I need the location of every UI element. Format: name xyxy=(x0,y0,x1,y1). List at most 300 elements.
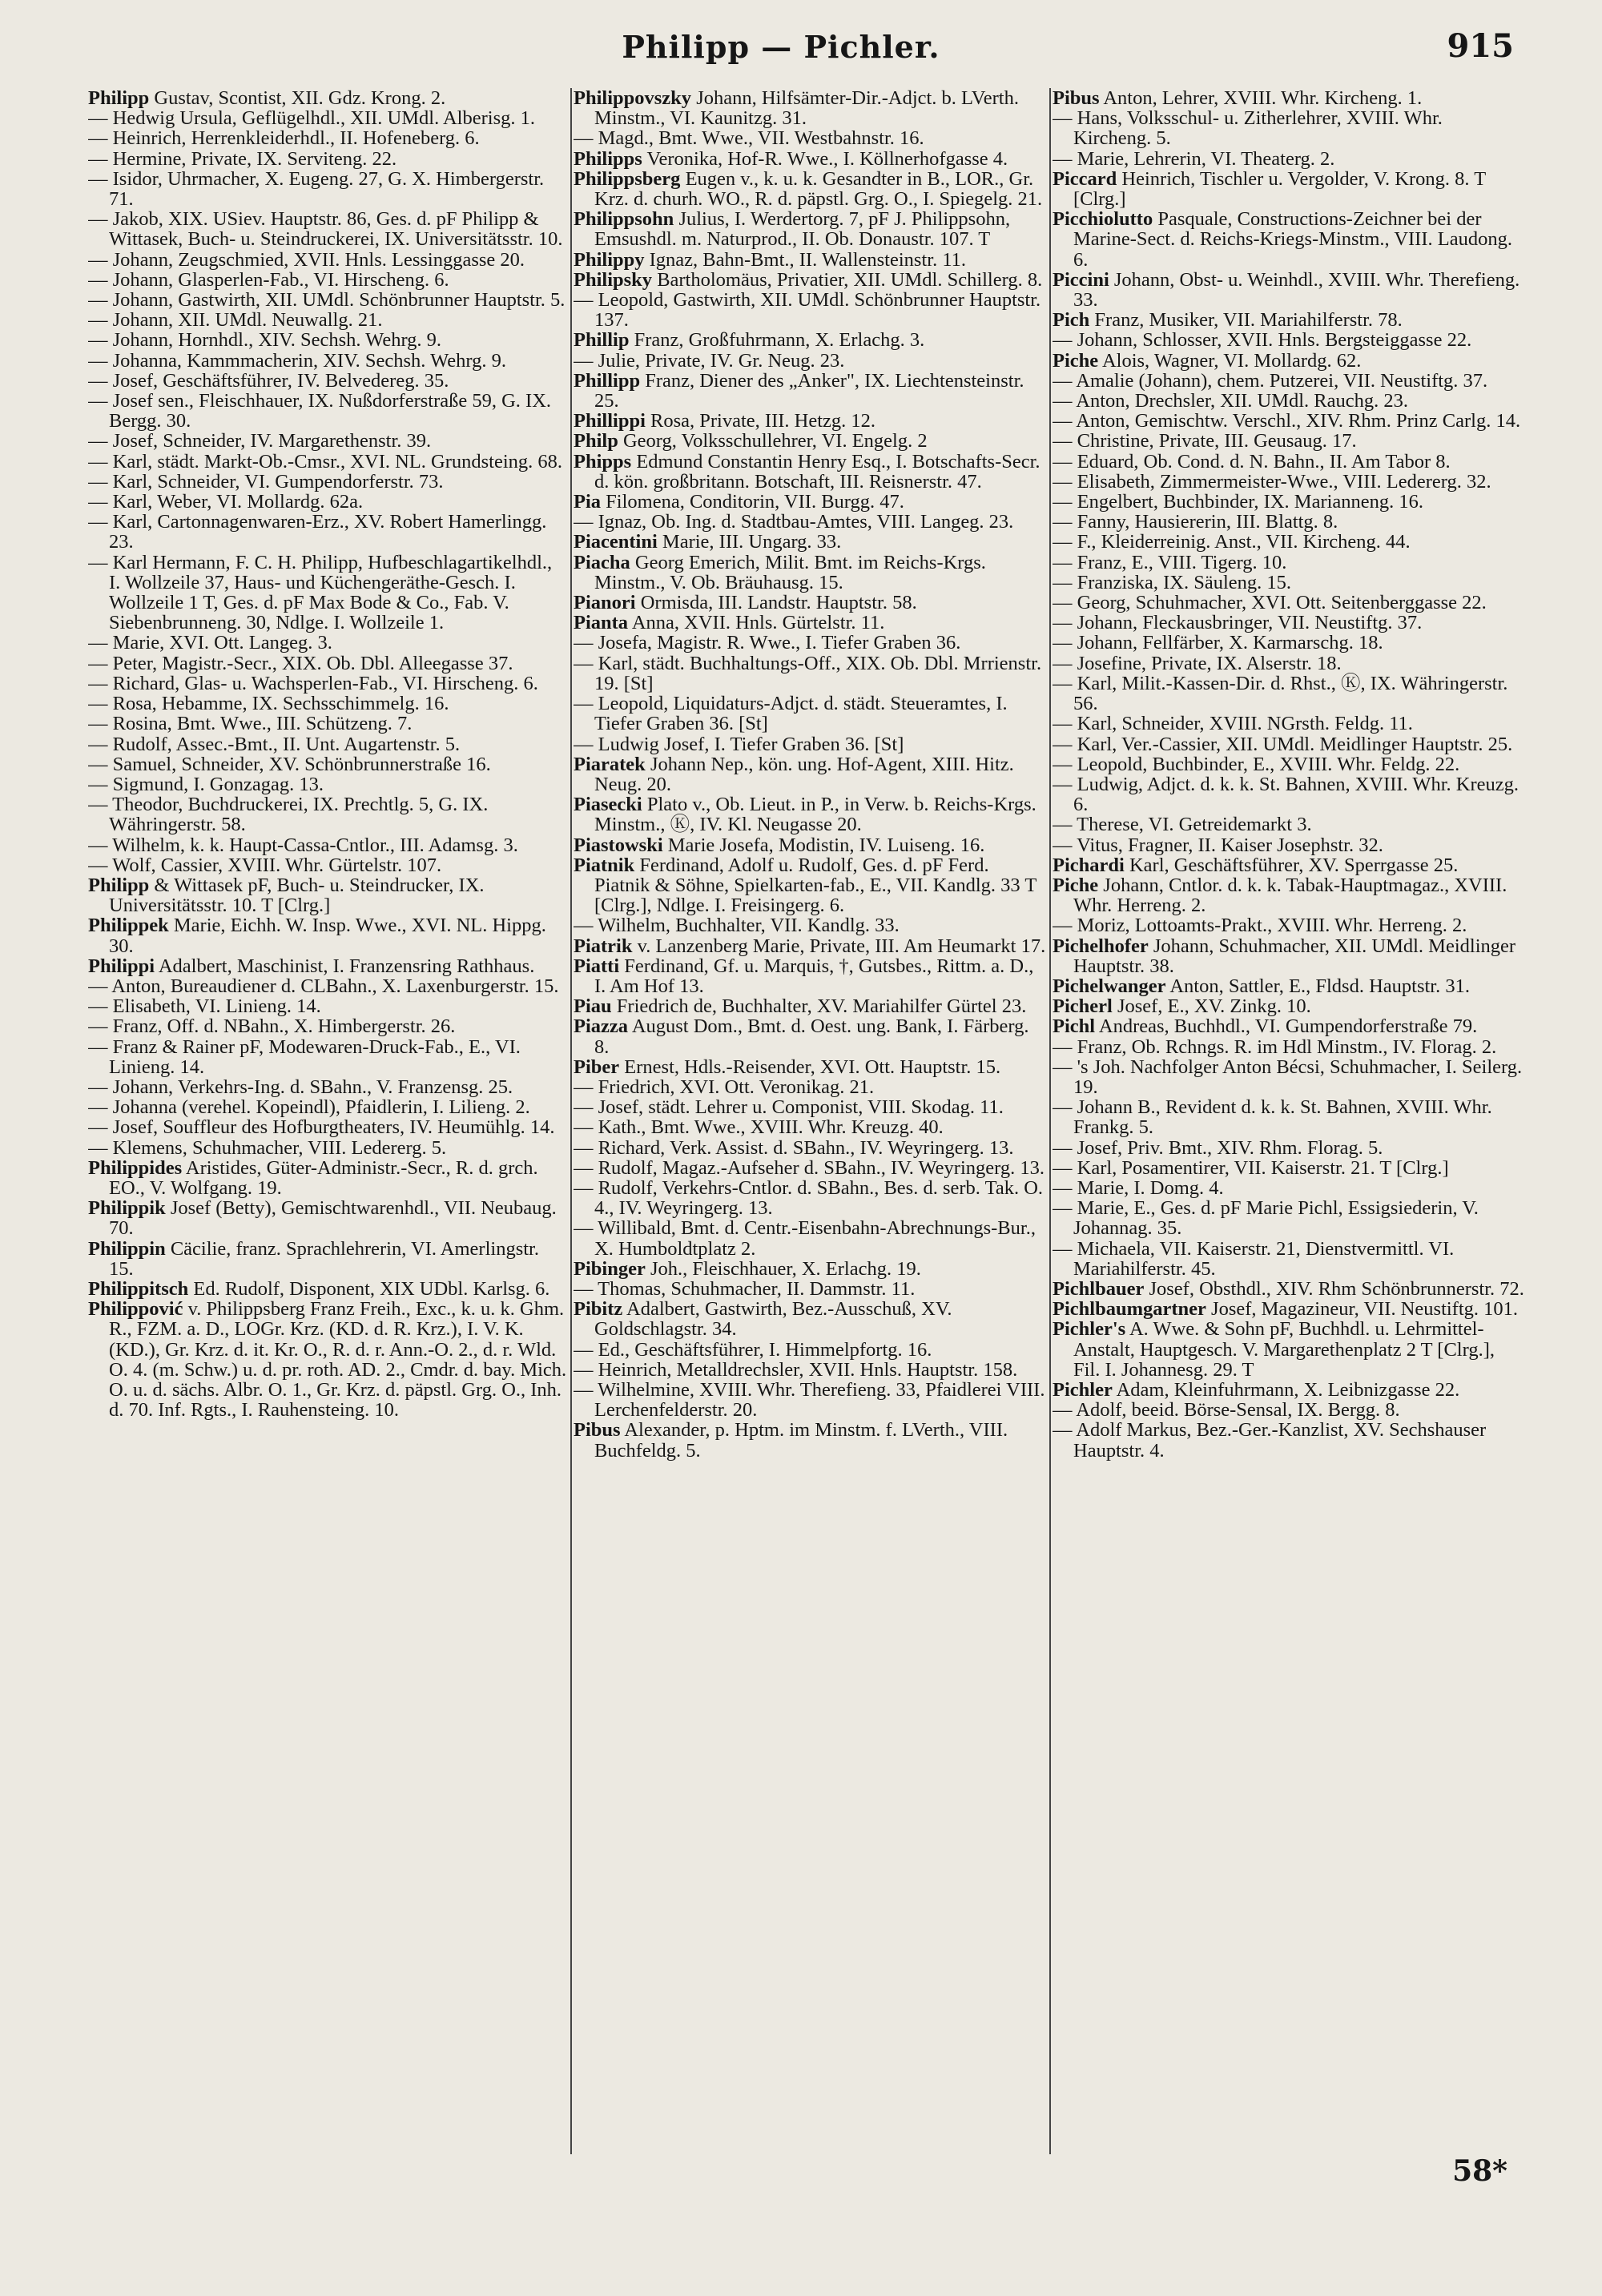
entry-surname: Pianta xyxy=(574,612,629,634)
directory-entry xyxy=(574,411,1046,431)
entry-surname: Pianori xyxy=(574,592,636,614)
entry-surname: Phillipp xyxy=(574,369,641,392)
entry-text: — Isidor, Uhrmacher, X. Eugeng. 27, G. X. Himbergerstr. 71. xyxy=(88,167,545,211)
directory-entry xyxy=(88,1138,567,1158)
entry-text: — Johann, Gastwirth, XII. UMdl. Schönbrunner Hauptstr. 5. xyxy=(88,289,566,312)
entry-text: — Karl, Weber, VI. Mollardg. 62a. xyxy=(88,491,364,513)
directory-entry xyxy=(88,310,567,330)
directory-entry xyxy=(88,1077,567,1097)
directory-entry xyxy=(574,1138,1046,1158)
entry-text: v. Lanzenberg Marie, Private, III. Am Heumarkt 17. xyxy=(637,935,1046,957)
entry-text: — Ludwig Josef, I. Tiefer Graben 36. [St] xyxy=(574,733,904,755)
directory-entry xyxy=(1053,108,1525,148)
directory-entry xyxy=(574,532,1046,552)
directory-entry xyxy=(88,794,567,834)
entry-text: Cäcilie, franz. Sprachlehrerin, VI. Amerlingstr. 15. xyxy=(109,1237,539,1280)
directory-entry xyxy=(1053,1319,1525,1380)
directory-entry xyxy=(88,88,567,108)
entry-text: Alexander, p. Hptm. im Minstm. f. LVerth., VIII. Buchfeldg. 5. xyxy=(594,1419,1008,1462)
entry-text: — Kath., Bmt. Wwe., XVIII. Whr. Kreuzg. 40. xyxy=(574,1116,944,1139)
directory-entry xyxy=(88,371,567,391)
entry-text: — Elisabeth, VI. Linieng. 14. xyxy=(88,995,321,1018)
entry-text: — Wilhelm, Buchhalter, VII. Kandlg. 33. xyxy=(574,915,900,937)
entry-surname: Phillippi xyxy=(574,410,646,432)
entry-text: — Leopold, Gastwirth, XII. UMdl. Schönbrunner Hauptstr. 137. xyxy=(574,289,1041,332)
entry-text: Ormisda, III. Landstr. Hauptstr. 58. xyxy=(640,592,917,614)
directory-entry xyxy=(1053,593,1525,613)
entry-text: Anna, XVII. Hnls. Gürtelstr. 11. xyxy=(631,612,885,634)
directory-entry xyxy=(1053,835,1525,855)
directory-entry xyxy=(88,875,567,915)
directory-entry xyxy=(574,1420,1046,1460)
entry-text: — Johann, Fellfärber, X. Karmarschg. 18. xyxy=(1053,632,1383,654)
directory-entry xyxy=(574,88,1046,128)
directory-entry xyxy=(1053,532,1525,552)
entry-text: — F., Kleiderreinig. Anst., VII. Kircheng. 44. xyxy=(1053,531,1411,553)
entry-text: — 's Joh. Nachfolger Anton Bécsi, Schuhmacher, I. Seilerg. 19. xyxy=(1053,1056,1523,1098)
directory-entry xyxy=(1053,1178,1525,1198)
directory-entry xyxy=(1053,1057,1525,1097)
entry-surname: Philippsohn xyxy=(574,208,674,231)
directory-entry xyxy=(574,128,1046,148)
column-divider xyxy=(570,88,572,2154)
directory-entry xyxy=(88,351,567,371)
entry-text: Anton, Lehrer, XVIII. Whr. Kircheng. 1. xyxy=(1103,88,1423,109)
directory-entry xyxy=(1053,976,1525,996)
entry-surname: Pichl xyxy=(1053,1015,1096,1038)
directory-entry xyxy=(88,734,567,754)
directory-entry xyxy=(574,694,1046,734)
directory-entry xyxy=(574,1097,1046,1117)
directory-entry xyxy=(574,1279,1046,1299)
entry-surname: Philippsberg xyxy=(574,167,681,190)
directory-entry xyxy=(574,1218,1046,1258)
entry-surname: Phipps xyxy=(574,450,632,472)
directory-entry xyxy=(574,794,1046,834)
entry-surname: Piazza xyxy=(574,1015,629,1038)
entry-text: Aristides, Güter-Administr.-Secr., R. d. grch. EO., V. Wolfgang. 19. xyxy=(109,1156,538,1199)
entry-text: — Anton, Drechsler, XII. UMdl. Rauchg. 23. xyxy=(1053,390,1409,412)
directory-entry xyxy=(1053,774,1525,814)
entry-text: Joh., Fleischhauer, X. Erlachg. 19. xyxy=(650,1257,921,1280)
entry-text: — Heinrich, Metalldrechsler, XVII. Hnls. Hauptstr. 158. xyxy=(574,1358,1018,1381)
directory-entry xyxy=(88,452,567,472)
entry-text: — Franz, E., VIII. Tigerg. 10. xyxy=(1053,551,1287,573)
directory-entry xyxy=(574,431,1046,451)
directory-entry xyxy=(1053,351,1525,371)
entry-text: — Theodor, Buchdruckerei, IX. Prechtlg. 5, G. IX. Währingerstr. 58. xyxy=(88,794,489,836)
entry-text: — Fanny, Hausiererin, III. Blattg. 8. xyxy=(1053,511,1338,533)
directory-entry xyxy=(1053,310,1525,330)
entry-surname: Phillip xyxy=(574,329,630,352)
entry-text: — Leopold, Buchbinder, E., XVIII. Whr. Feldg. 22. xyxy=(1053,753,1460,775)
directory-entry xyxy=(1053,1158,1525,1178)
directory-entry xyxy=(574,1057,1046,1077)
directory-entry xyxy=(88,1097,567,1117)
entry-text: — Johann, Fleckausbringer, VII. Neustiftg. 37. xyxy=(1053,612,1423,634)
entry-text: — Karl, städt. Markt-Ob.-Cmsr., XVI. NL. Grundsteing. 68. xyxy=(88,450,563,472)
directory-entry xyxy=(574,209,1046,249)
entry-text: — Hermine, Private, IX. Serviteng. 22. xyxy=(88,147,397,170)
entry-text: — Rosina, Bmt. Wwe., III. Schützeng. 7. xyxy=(88,713,413,735)
entry-text: — Adolf, beeid. Börse-Sensal, IX. Bergg. 8. xyxy=(1053,1399,1400,1421)
entry-surname: Philippovszky xyxy=(574,88,692,109)
directory-entry xyxy=(88,674,567,694)
directory-entry xyxy=(1053,573,1525,593)
directory-entry xyxy=(574,593,1046,613)
entry-surname: Pichlbauer xyxy=(1053,1277,1145,1300)
entry-text: Franz, Diener des „Anker", IX. Liechtensteinstr. 25. xyxy=(594,369,1024,412)
entry-surname: Pibitz xyxy=(574,1298,623,1321)
entry-surname: Philippek xyxy=(88,915,169,937)
entry-text: Andreas, Buchhdl., VI. Gumpendorferstraße 79. xyxy=(1098,1015,1478,1038)
entry-text: — Karl Hermann, F. C. H. Philipp, Hufbeschlagartikelhdl., I. Wollzeile 37, Haus- und Küchengeräthe-Gesch. I. Wollzeile 1 T, Ges. d. pF Max Bode & Co., Fab. V. Siebenbrunneng. 30, Ndlge. I. Wollzeile 1. xyxy=(88,551,553,634)
page-number: 915 xyxy=(1447,27,1514,65)
directory-entry xyxy=(574,1299,1046,1339)
entry-surname: Philippi xyxy=(88,955,155,977)
directory-columns xyxy=(88,88,1524,2154)
entry-surname: Philp xyxy=(574,430,618,452)
entry-text: — Rudolf, Verkehrs-Cntlor. d. SBahn., Bes. d. serb. Tak. O. 4., IV. Weyringerg. 13. xyxy=(574,1176,1044,1220)
entry-text: Friedrich de, Buchhalter, XV. Mariahilfer Gürtel 23. xyxy=(616,995,1027,1018)
entry-text: — Johann, XII. UMdl. Neuwallg. 21. xyxy=(88,309,383,332)
entry-text: — Karl, Cartonnagenwaren-Erz., XV. Robert Hamerlingg. 23. xyxy=(88,511,547,553)
directory-entry xyxy=(88,1117,567,1137)
directory-entry xyxy=(1053,149,1525,169)
entry-text: Plato v., Ob. Lieut. in P., in Verw. b. Reichs-Krgs. Minstm., Ⓚ, IV. Kl. Neugasse 20. xyxy=(594,794,1036,836)
directory-entry xyxy=(88,472,567,492)
directory-entry xyxy=(574,1178,1046,1218)
directory-entry xyxy=(1053,431,1525,451)
entry-text: — Karl, Schneider, VI. Gumpendorferstr. 73. xyxy=(88,470,444,493)
entry-text: — Marie, E., Ges. d. pF Marie Pichl, Essigsiederin, V. Johannag. 35. xyxy=(1053,1197,1479,1240)
directory-entry xyxy=(574,452,1046,492)
directory-entry xyxy=(1053,330,1525,350)
directory-entry xyxy=(574,371,1046,411)
directory-entry xyxy=(88,956,567,976)
entry-text: — Engelbert, Buchbinder, IX. Marianneng. 16. xyxy=(1053,491,1424,513)
entry-text: — Rudolf, Assec.-Bmt., II. Unt. Augartenstr. 5. xyxy=(88,733,461,755)
entry-text: Johann, Obst- u. Weinhdl., XVIII. Whr. Therefieng. 33. xyxy=(1073,268,1520,312)
entry-text: Alois, Wagner, VI. Mollardg. 62. xyxy=(1101,349,1362,372)
entry-text: — Moriz, Lottoamts-Prakt., XVIII. Whr. Herreng. 2. xyxy=(1053,915,1467,937)
entry-text: Heinrich, Tischler u. Vergolder, V. Krong. 8. T [Clrg.] xyxy=(1073,167,1486,211)
directory-entry xyxy=(88,1037,567,1077)
directory-entry xyxy=(88,270,567,290)
entry-text: — Marie, XVI. Ott. Langeg. 3. xyxy=(88,632,332,654)
entry-text: Johann, Hilfsämter-Dir.-Adjct. b. LVerth. Minstm., VI. Kaunitzg. 31. xyxy=(594,88,1019,130)
entry-text: Anton, Sattler, E., Fldsd. Hauptstr. 31. xyxy=(1169,975,1470,997)
entry-surname: Philippides xyxy=(88,1156,183,1179)
entry-text: Pasquale, Constructions-Zeichner bei der Marine-Sect. d. Reichs-Kriegs-Minstm., VIII. Laudong. 6. xyxy=(1073,208,1512,271)
entry-text: — Julie, Private, IV. Gr. Neug. 23. xyxy=(574,349,845,372)
directory-entry xyxy=(1053,472,1525,492)
entry-surname: Piacha xyxy=(574,551,630,573)
directory-entry xyxy=(574,754,1046,794)
entry-text: — Ed., Geschäftsführer, I. Himmelpfortg. 16. xyxy=(574,1338,932,1361)
directory-entry xyxy=(1053,1380,1525,1400)
directory-entry xyxy=(88,835,567,855)
entry-text: — Anton, Gemischtw. Verschl., XIV. Rhm. Prinz Carlg. 14. xyxy=(1053,410,1521,432)
directory-entry xyxy=(88,290,567,310)
entry-text: Ferdinand, Gf. u. Marquis, †, Gutsbes., Rittm. a. D., I. Am Hof 13. xyxy=(594,955,1034,997)
directory-entry xyxy=(1053,1299,1525,1319)
directory-entry xyxy=(574,250,1046,270)
entry-text: Bartholomäus, Privatier, XII. UMdl. Schillerg. 8. xyxy=(657,268,1043,291)
entry-text: Julius, I. Werdertorg. 7, pF J. Philippsohn, Emsushdl. m. Naturprod., II. Ob. Donaustr. 107. T xyxy=(594,208,1011,251)
directory-entry xyxy=(574,734,1046,754)
directory-entry xyxy=(1053,88,1525,108)
directory-entry xyxy=(1053,1279,1525,1299)
directory-entry xyxy=(574,996,1046,1016)
entry-surname: Pibinger xyxy=(574,1257,646,1280)
directory-entry xyxy=(88,633,567,653)
entry-text: — Karl, Milit.-Kassen-Dir. d. Rhst., Ⓚ, IX. Währingerstr. 56. xyxy=(1053,672,1508,715)
directory-entry xyxy=(88,754,567,774)
directory-entry xyxy=(1053,814,1525,834)
entry-text: — Josef, städt. Lehrer u. Componist, VIII. Skodag. 11. xyxy=(574,1096,1004,1119)
entry-text: — Sigmund, I. Gonzagag. 13. xyxy=(88,773,324,795)
entry-text: — Samuel, Schneider, XV. Schönbrunnerstraße 16. xyxy=(88,753,491,775)
entry-text: — Karl, städt. Buchhaltungs-Off., XIX. Ob. Dbl. Mrrienstr. 19. [St] xyxy=(574,652,1042,694)
entry-surname: Pibus xyxy=(1053,88,1100,109)
directory-entry xyxy=(88,169,567,209)
entry-text: — Josef, Geschäftsführer, IV. Belvedereg. 35. xyxy=(88,369,449,392)
entry-text: — Wolf, Cassier, XVIII. Whr. Gürtelstr. 107. xyxy=(88,854,442,876)
entry-text: — Karl, Schneider, XVIII. NGrsth. Feldg. 11. xyxy=(1053,713,1413,735)
entry-text: — Johann, Hornhdl., XIV. Sechsh. Wehrg. 9. xyxy=(88,329,442,352)
entry-surname: Piaratek xyxy=(574,753,646,775)
entry-surname: Piasecki xyxy=(574,794,642,816)
entry-text: Adalbert, Gastwirth, Bez.-Ausschuß, XV. Goldschlagstr. 34. xyxy=(594,1298,952,1341)
entry-text: Josef, E., XV. Zinkg. 10. xyxy=(1117,995,1311,1018)
directory-entry xyxy=(1053,1198,1525,1238)
entry-surname: Piatnik xyxy=(574,854,635,876)
running-title: Philipp — Pichler. xyxy=(622,29,940,65)
directory-entry xyxy=(574,1259,1046,1279)
directory-entry xyxy=(1053,452,1525,472)
directory-entry xyxy=(1053,653,1525,674)
directory-entry xyxy=(88,149,567,169)
directory-entry xyxy=(88,209,567,249)
entry-text: — Hedwig Ursula, Geflügelhdl., XII. UMdl. Alberisg. 1. xyxy=(88,107,535,130)
directory-entry xyxy=(88,553,567,633)
directory-entry xyxy=(1053,936,1525,976)
directory-entry xyxy=(88,492,567,512)
directory-entry xyxy=(574,1016,1046,1056)
column-2 xyxy=(574,88,1046,2154)
entry-text: — Georg, Schuhmacher, XVI. Ott. Seitenberggasse 22. xyxy=(1053,592,1487,614)
entry-text: Marie Josefa, Modistin, IV. Luiseng. 16. xyxy=(667,834,985,856)
entry-text: Filomena, Conditorin, VII. Burgg. 47. xyxy=(606,491,904,513)
entry-surname: Pich xyxy=(1053,309,1090,332)
entry-text: Ignaz, Bahn-Bmt., II. Wallensteinstr. 11. xyxy=(649,248,967,271)
entry-text: — Jakob, XIX. USiev. Hauptstr. 86, Ges. d. pF Philipp & Wittasek, Buch- u. Steindruckerei, IX. Universitätsstr. 10. xyxy=(88,208,563,251)
entry-text: v. Philippsberg Franz Freih., Exc., k. u. k. Ghm. R., FZM. a. D., LOGr. Krz. (KD. d. R. Krz.), I. V. K. (KD.), Gr. Krz. d. it. Kr. O., R. d. r. Ann.-O. 2., d. r. Wld. O. 4. (m. Schw.) u. d. pr. roth. AD. 2., Cmdr. d. bay. Mich. O. u. d. sächs. Albr. O. 1., Gr. Krz. d. päpstl. Grg. O., Inh. d. 70. Inf. Rgts., I. Rauhensteing. 10. xyxy=(109,1298,567,1421)
entry-surname: Pichardi xyxy=(1053,854,1125,876)
directory-entry xyxy=(574,1360,1046,1380)
entry-surname: Philipps xyxy=(574,147,642,170)
entry-text: — Wilhelmine, XVIII. Whr. Therefieng. 33, Pfaidlerei VIII. Lerchenfelderstr. 20. xyxy=(574,1379,1045,1421)
entry-surname: Picherl xyxy=(1053,995,1113,1018)
directory-entry xyxy=(88,1239,567,1279)
directory-entry xyxy=(1053,270,1525,310)
entry-text: Veronika, Hof-R. Wwe., I. Köllnerhofgasse 4. xyxy=(646,147,1008,170)
entry-text: — Josef, Priv. Bmt., XIV. Rhm. Florag. 5. xyxy=(1053,1136,1383,1159)
entry-surname: Philippitsch xyxy=(88,1277,189,1300)
directory-entry xyxy=(88,915,567,955)
directory-entry xyxy=(88,1279,567,1299)
directory-entry xyxy=(574,512,1046,532)
entry-text: — Michaela, VII. Kaiserstr. 21, Dienstvermittl. VI. Mariahilferstr. 45. xyxy=(1053,1237,1455,1280)
page-header xyxy=(48,22,1514,78)
entry-text: — Franz, Ob. Rchngs. R. im Hdl Minstm., IV. Florag. 2. xyxy=(1053,1035,1497,1058)
entry-surname: Piatti xyxy=(574,955,620,977)
directory-entry xyxy=(88,1299,567,1420)
directory-entry xyxy=(1053,734,1525,754)
entry-surname: Philippin xyxy=(88,1237,166,1260)
directory-entry xyxy=(1053,855,1525,875)
entry-surname: Picchiolutto xyxy=(1053,208,1153,231)
entry-text: Johann, Cntlor. d. k. k. Tabak-Hauptmagaz., XVIII. Whr. Herreng. 2. xyxy=(1073,874,1507,917)
directory-entry xyxy=(1053,1016,1525,1036)
entry-surname: Pichelwanger xyxy=(1053,975,1166,997)
entry-text: — Rudolf, Magaz.-Aufseher d. SBahn., IV. Weyringerg. 13. xyxy=(574,1156,1045,1179)
entry-text: — Friedrich, XVI. Ott. Veronikag. 21. xyxy=(574,1076,875,1098)
entry-text: Marie, III. Ungarg. 33. xyxy=(662,531,842,553)
entry-surname: Piccini xyxy=(1053,268,1109,291)
entry-text: — Hans, Volksschul- u. Zitherlehrer, XVIII. Whr. Kircheng. 5. xyxy=(1053,107,1443,150)
directory-entry xyxy=(574,633,1046,653)
directory-entry xyxy=(574,169,1046,209)
entry-text: — Ludwig, Adjct. d. k. k. St. Bahnen, XVIII. Whr. Kreuzg. 6. xyxy=(1053,773,1519,816)
signature-mark: 58* xyxy=(1452,2154,1507,2188)
directory-entry xyxy=(1053,915,1525,935)
directory-entry xyxy=(1053,1400,1525,1420)
directory-entry xyxy=(574,270,1046,290)
directory-entry xyxy=(574,351,1046,371)
directory-entry xyxy=(574,855,1046,916)
entry-text: — Amalie (Johann), chem. Putzerei, VII. Neustiftg. 37. xyxy=(1053,369,1488,392)
entry-text: Marie, Eichh. W. Insp. Wwe., XVI. NL. Hippg. 30. xyxy=(109,915,546,957)
entry-text: — Peter, Magistr.-Secr., XIX. Ob. Dbl. Alleegasse 37. xyxy=(88,652,513,674)
entry-text: Johann, Schuhmacher, XII. UMdl. Meidlinger Hauptstr. 38. xyxy=(1073,935,1516,977)
directory-entry xyxy=(574,1077,1046,1097)
entry-surname: Piche xyxy=(1053,874,1099,896)
directory-entry xyxy=(574,936,1046,956)
directory-entry xyxy=(574,956,1046,996)
directory-entry xyxy=(1053,512,1525,532)
entry-surname: Piche xyxy=(1053,349,1099,372)
entry-surname: Philippy xyxy=(574,248,645,271)
directory-entry xyxy=(88,250,567,270)
directory-entry xyxy=(88,512,567,552)
entry-text: — Karl, Ver.-Cassier, XII. UMdl. Meidlinger Hauptstr. 25. xyxy=(1053,733,1513,755)
entry-text: Georg Emerich, Milit. Bmt. im Reichs-Krgs. Minstm., V. Ob. Bräuhausg. 15. xyxy=(594,551,986,593)
entry-text: Edmund Constantin Henry Esq., I. Botschafts-Secr. d. kön. großbritann. Botschaft, III. Reisnerstr. 47. xyxy=(594,450,1040,493)
entry-surname: Pichler xyxy=(1053,1379,1113,1401)
entry-text: Johann Nep., kön. ung. Hof-Agent, XIII. Hitz. Neug. 20. xyxy=(594,753,1014,795)
directory-entry xyxy=(574,613,1046,633)
directory-entry xyxy=(1053,391,1525,411)
directory-entry xyxy=(574,553,1046,593)
directory-entry xyxy=(1053,1138,1525,1158)
entry-text: Josef (Betty), Gemischtwarenhdl., VII. Neubaug. 70. xyxy=(109,1197,557,1240)
entry-text: & Wittasek pF, Buch- u. Steindrucker, IX. Universitätsstr. 10. T [Clrg.] xyxy=(109,874,485,917)
entry-text: August Dom., Bmt. d. Oest. ung. Bank, I. Färberg. 8. xyxy=(594,1015,1029,1058)
entry-text: — Richard, Glas- u. Wachsperlen-Fab., VI. Hirscheng. 6. xyxy=(88,672,538,694)
entry-text: — Richard, Verk. Assist. d. SBahn., IV. Weyringerg. 13. xyxy=(574,1136,1014,1159)
directory-entry xyxy=(574,492,1046,512)
entry-text: — Therese, VI. Getreidemarkt 3. xyxy=(1053,814,1312,836)
entry-text: Franz, Musiker, VII. Mariahilferstr. 78. xyxy=(1094,309,1403,332)
directory-entry xyxy=(1053,714,1525,734)
entry-text: — Wilhelm, k. k. Haupt-Cassa-Cntlor., III. Adamsg. 3. xyxy=(88,834,518,856)
directory-entry xyxy=(1053,553,1525,573)
entry-text: — Johann, Schlosser, XVII. Hnls. Bergsteiggasse 22. xyxy=(1053,329,1472,352)
entry-text: Ferdinand, Adolf u. Rudolf, Ges. d. pF Ferd. Piatnik & Söhne, Spielkarten-fab., E., VII. Kandlg. 33 T [Clrg.], Ndlge. I. Freisingerg. 6. xyxy=(594,854,1036,917)
directory-entry xyxy=(1053,613,1525,633)
directory-entry xyxy=(574,330,1046,350)
entry-text: A. Wwe. & Sohn pF, Buchhdl. u. Lehrmittel-Anstalt, Hauptgesch. V. Margarethenplatz 2 T [Clrg.], Fil. I. Johannesg. 29. T xyxy=(1073,1318,1495,1381)
directory-entry xyxy=(88,976,567,996)
directory-entry xyxy=(574,1158,1046,1178)
entry-text: — Willibald, Bmt. d. Centr.-Eisenbahn-Abrechnungs-Bur., X. Humboldtplatz 2. xyxy=(574,1217,1036,1260)
entry-text: — Magd., Bmt. Wwe., VII. Westbahnstr. 16. xyxy=(574,127,924,150)
directory-entry xyxy=(1053,996,1525,1016)
entry-text: — Johann, Zeugschmied, XVII. Hnls. Lessinggasse 20. xyxy=(88,248,525,271)
entry-text: — Vitus, Fragner, II. Kaiser Josephstr. 32. xyxy=(1053,834,1383,856)
entry-text: — Leopold, Liquidaturs-Adjct. d. städt. Steueramtes, I. Tiefer Graben 36. [St] xyxy=(574,693,1008,735)
directory-entry xyxy=(574,653,1046,694)
entry-surname: Piatrik xyxy=(574,935,633,957)
directory-entry xyxy=(1053,875,1525,915)
entry-text: — Josef, Souffleur des Hofburgtheaters, IV. Heumühlg. 14. xyxy=(88,1116,555,1139)
directory-entry xyxy=(1053,754,1525,774)
entry-text: — Rosa, Hebamme, IX. Sechsschimmelg. 16. xyxy=(88,693,449,715)
entry-text: Eugen v., k. u. k. Gesandter in B., LOR., Gr. Krz. d. churh. WO., R. d. päpstl. Grg. O., I. Spiegelg. 21. xyxy=(594,167,1043,211)
entry-surname: Pichelhofer xyxy=(1053,935,1149,957)
directory-entry xyxy=(1053,1097,1525,1137)
entry-surname: Philipsky xyxy=(574,268,653,291)
column-1 xyxy=(88,88,567,2154)
directory-entry xyxy=(1053,1420,1525,1460)
directory-entry xyxy=(1053,1037,1525,1057)
directory-entry xyxy=(88,1016,567,1036)
directory-entry xyxy=(1053,492,1525,512)
directory-entry xyxy=(574,1340,1046,1360)
entry-text: — Josefa, Magistr. R. Wwe., I. Tiefer Graben 36. xyxy=(574,632,961,654)
entry-text: — Johanna, Kammmacherin, XIV. Sechsh. Wehrg. 9. xyxy=(88,349,506,372)
entry-surname: Piastowski xyxy=(574,834,663,856)
entry-text: — Franz, Off. d. NBahn., X. Himbergerstr. 26. xyxy=(88,1015,456,1038)
directory-entry xyxy=(574,290,1046,330)
entry-surname: Philippik xyxy=(88,1197,166,1220)
entry-text: — Marie, Lehrerin, VI. Theaterg. 2. xyxy=(1053,147,1335,170)
directory-entry xyxy=(1053,633,1525,653)
entry-text: — Josef sen., Fleischhauer, IX. Nußdorferstraße 59, G. IX. Bergg. 30. xyxy=(88,390,552,432)
entry-text: — Elisabeth, Zimmermeister-Wwe., VIII. Ledererg. 32. xyxy=(1053,470,1491,493)
directory-entry xyxy=(88,855,567,875)
entry-text: — Johann, Glasperlen-Fab., VI. Hirscheng. 6. xyxy=(88,268,449,291)
directory-entry xyxy=(88,694,567,714)
entry-text: Ernest, Hdls.-Reisender, XVI. Ott. Hauptstr. 15. xyxy=(624,1056,1001,1078)
entry-text: — Marie, I. Domg. 4. xyxy=(1053,1176,1224,1199)
directory-entry xyxy=(88,1158,567,1198)
entry-text: Ed. Rudolf, Disponent, XIX UDbl. Karlsg. 6. xyxy=(193,1277,550,1300)
directory-entry xyxy=(1053,371,1525,391)
entry-text: — Johanna (verehel. Kopeindl), Pfaidlerin, I. Lilieng. 2. xyxy=(88,1096,530,1119)
